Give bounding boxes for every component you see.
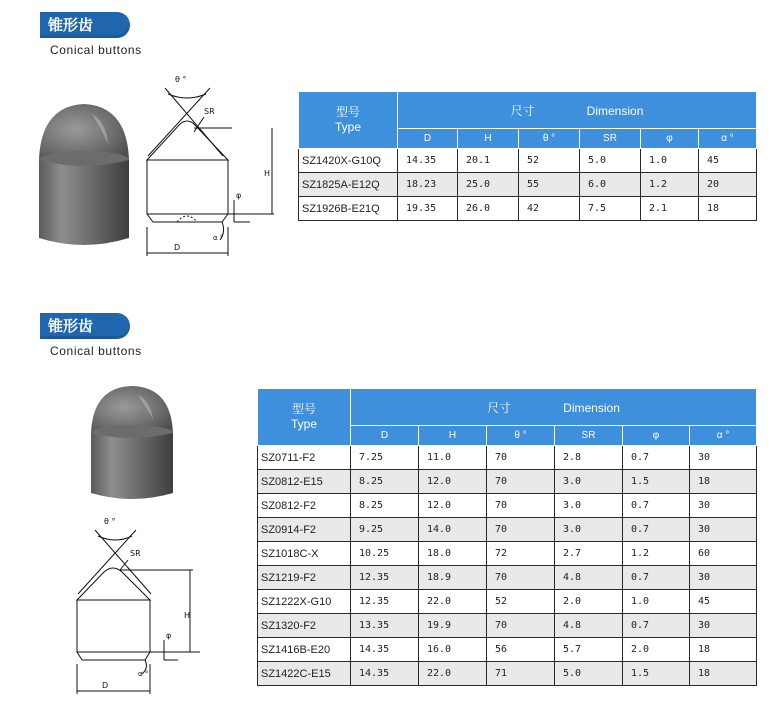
cell-h: 16.0 [419, 638, 487, 662]
cell-d: 12.35 [351, 566, 419, 590]
table-row [258, 446, 757, 470]
cell-type: SZ1222X-G10 [258, 590, 351, 614]
cell-d: 19.35 [398, 197, 458, 221]
dimension-header [351, 389, 757, 426]
cell-alpha: 18 [690, 662, 757, 686]
diagram-alpha-label: α ° [213, 234, 224, 242]
cell-phi: 1.0 [623, 590, 690, 614]
diagram-d-label: D [102, 681, 109, 690]
cell-type: SZ0812-E15 [258, 470, 351, 494]
cell-alpha: 45 [690, 590, 757, 614]
cell-h: 18.0 [419, 542, 487, 566]
diagram-alpha-label: α ° [138, 670, 149, 678]
cell-phi: 0.7 [623, 566, 690, 590]
dimension-header-cn: 尺寸 [487, 400, 512, 415]
table-row [258, 614, 757, 638]
cell-sr: 2.8 [555, 446, 623, 470]
cell-d: 9.25 [351, 518, 419, 542]
conical-button-photo [36, 100, 132, 252]
cell-phi: 2.0 [623, 638, 690, 662]
cell-theta: 52 [519, 149, 580, 173]
cell-h: 22.0 [419, 662, 487, 686]
cell-d: 7.25 [351, 446, 419, 470]
column-header: D [351, 426, 419, 446]
cell-sr: 2.7 [555, 542, 623, 566]
type-header [299, 92, 398, 149]
column-header: SR [580, 129, 641, 149]
table-row [258, 638, 757, 662]
cell-h: 12.0 [419, 470, 487, 494]
cell-theta: 70 [487, 494, 555, 518]
cell-theta: 42 [519, 197, 580, 221]
cell-sr: 4.8 [555, 614, 623, 638]
cell-type: SZ1825A-E12Q [299, 173, 398, 197]
cell-theta: 71 [487, 662, 555, 686]
cell-type: SZ1416B-E20 [258, 638, 351, 662]
cell-h: 19.9 [419, 614, 487, 638]
cell-sr: 4.8 [555, 566, 623, 590]
cell-d: 8.25 [351, 494, 419, 518]
cell-type: SZ0711-F2 [258, 446, 351, 470]
cell-d: 14.35 [351, 638, 419, 662]
section-tab [40, 12, 130, 38]
table-body [258, 446, 757, 686]
cell-d: 12.35 [351, 590, 419, 614]
table-row [299, 197, 757, 221]
cell-phi: 1.5 [623, 470, 690, 494]
type-header [258, 389, 351, 446]
diagram-phi-label: φ [166, 631, 172, 640]
cell-h: 20.1 [458, 149, 519, 173]
conical-button-photo [88, 383, 176, 505]
cell-h: 12.0 [419, 494, 487, 518]
diagram-sr-label: SR [130, 549, 141, 558]
cell-alpha: 18 [690, 638, 757, 662]
cell-sr: 5.0 [580, 149, 641, 173]
cell-type: SZ1320-F2 [258, 614, 351, 638]
table-row [258, 566, 757, 590]
cell-phi: 0.7 [623, 494, 690, 518]
cell-alpha: 30 [690, 446, 757, 470]
column-header: θ ° [519, 129, 580, 149]
diagram-sr-label: SR [204, 107, 215, 116]
cell-h: 11.0 [419, 446, 487, 470]
table-row [299, 149, 757, 173]
dimension-header-cn: 尺寸 [510, 103, 535, 118]
cell-alpha: 30 [690, 518, 757, 542]
cell-theta: 52 [487, 590, 555, 614]
cell-alpha: 45 [699, 149, 757, 173]
dimension-header-en: Dimension [563, 400, 620, 415]
cell-type: SZ1926B-E21Q [299, 197, 398, 221]
cell-type: SZ0914-F2 [258, 518, 351, 542]
column-header: H [458, 129, 519, 149]
cell-theta: 70 [487, 566, 555, 590]
section-caption: Conical buttons [50, 344, 142, 358]
cell-type: SZ1422C-E15 [258, 662, 351, 686]
table-row [258, 662, 757, 686]
column-header: α ° [699, 129, 757, 149]
cell-sr: 6.0 [580, 173, 641, 197]
cell-alpha: 20 [699, 173, 757, 197]
cell-phi: 1.2 [623, 542, 690, 566]
type-header-cn: 型号 [291, 402, 316, 416]
table-row [258, 470, 757, 494]
cell-sr: 3.0 [555, 470, 623, 494]
type-header-en: Type [334, 120, 361, 134]
type-header-cn: 型号 [335, 105, 360, 119]
column-header: H [419, 426, 487, 446]
cell-h: 14.0 [419, 518, 487, 542]
cell-sr: 5.0 [555, 662, 623, 686]
cell-phi: 0.7 [623, 614, 690, 638]
cell-h: 18.9 [419, 566, 487, 590]
cell-d: 14.35 [398, 149, 458, 173]
cell-type: SZ1420X-G10Q [299, 149, 398, 173]
dimension-header-en: Dimension [586, 103, 644, 118]
cell-h: 22.0 [419, 590, 487, 614]
diagram-phi-label: φ [236, 191, 242, 200]
cell-d: 13.35 [351, 614, 419, 638]
table-row [258, 494, 757, 518]
table-row [258, 518, 757, 542]
column-header: φ [623, 426, 690, 446]
cell-alpha: 18 [690, 470, 757, 494]
dimension-header [398, 92, 757, 129]
column-header: α ° [690, 426, 757, 446]
cell-alpha: 30 [690, 566, 757, 590]
conical-button-diagram [140, 72, 290, 262]
cell-d: 14.35 [351, 662, 419, 686]
section-tab-label: 锥形齿 [48, 317, 94, 335]
cell-alpha: 60 [690, 542, 757, 566]
cell-theta: 56 [487, 638, 555, 662]
cell-phi: 0.7 [623, 446, 690, 470]
cell-phi: 1.5 [623, 662, 690, 686]
type-header-en: Type [290, 417, 317, 431]
cell-theta: 55 [519, 173, 580, 197]
diagram-theta-label: θ ° [104, 517, 116, 526]
cell-d: 8.25 [351, 470, 419, 494]
cell-phi: 0.7 [623, 518, 690, 542]
table-row [258, 590, 757, 614]
section-tab [40, 313, 130, 339]
cell-type: SZ1018C-X [258, 542, 351, 566]
cell-theta: 70 [487, 518, 555, 542]
spec-table [257, 388, 757, 686]
cell-d: 18.23 [398, 173, 458, 197]
cell-alpha: 18 [699, 197, 757, 221]
diagram-h-label: H [184, 611, 191, 620]
table-row [299, 173, 757, 197]
cell-h: 25.0 [458, 173, 519, 197]
section-caption: Conical buttons [50, 43, 142, 57]
conical-button-diagram [68, 514, 218, 706]
table-body [299, 149, 757, 221]
cell-alpha: 30 [690, 494, 757, 518]
column-header: D [398, 129, 458, 149]
column-header: φ [641, 129, 699, 149]
cell-h: 26.0 [458, 197, 519, 221]
table-row [258, 542, 757, 566]
cell-theta: 70 [487, 614, 555, 638]
spec-table [298, 91, 757, 221]
cell-sr: 7.5 [580, 197, 641, 221]
diagram-h-label: H [264, 169, 271, 178]
cell-sr: 2.0 [555, 590, 623, 614]
column-header: θ ° [487, 426, 555, 446]
section-tab-label: 锥形齿 [48, 16, 94, 34]
cell-type: SZ0812-F2 [258, 494, 351, 518]
diagram-d-label: D [174, 243, 181, 252]
cell-sr: 3.0 [555, 494, 623, 518]
cell-theta: 70 [487, 470, 555, 494]
cell-type: SZ1219-F2 [258, 566, 351, 590]
column-header: SR [555, 426, 623, 446]
cell-theta: 70 [487, 446, 555, 470]
cell-sr: 3.0 [555, 518, 623, 542]
cell-d: 10.25 [351, 542, 419, 566]
cell-phi: 2.1 [641, 197, 699, 221]
cell-phi: 1.2 [641, 173, 699, 197]
cell-sr: 5.7 [555, 638, 623, 662]
cell-theta: 72 [487, 542, 555, 566]
cell-alpha: 30 [690, 614, 757, 638]
cell-phi: 1.0 [641, 149, 699, 173]
diagram-theta-label: θ ° [175, 75, 187, 84]
